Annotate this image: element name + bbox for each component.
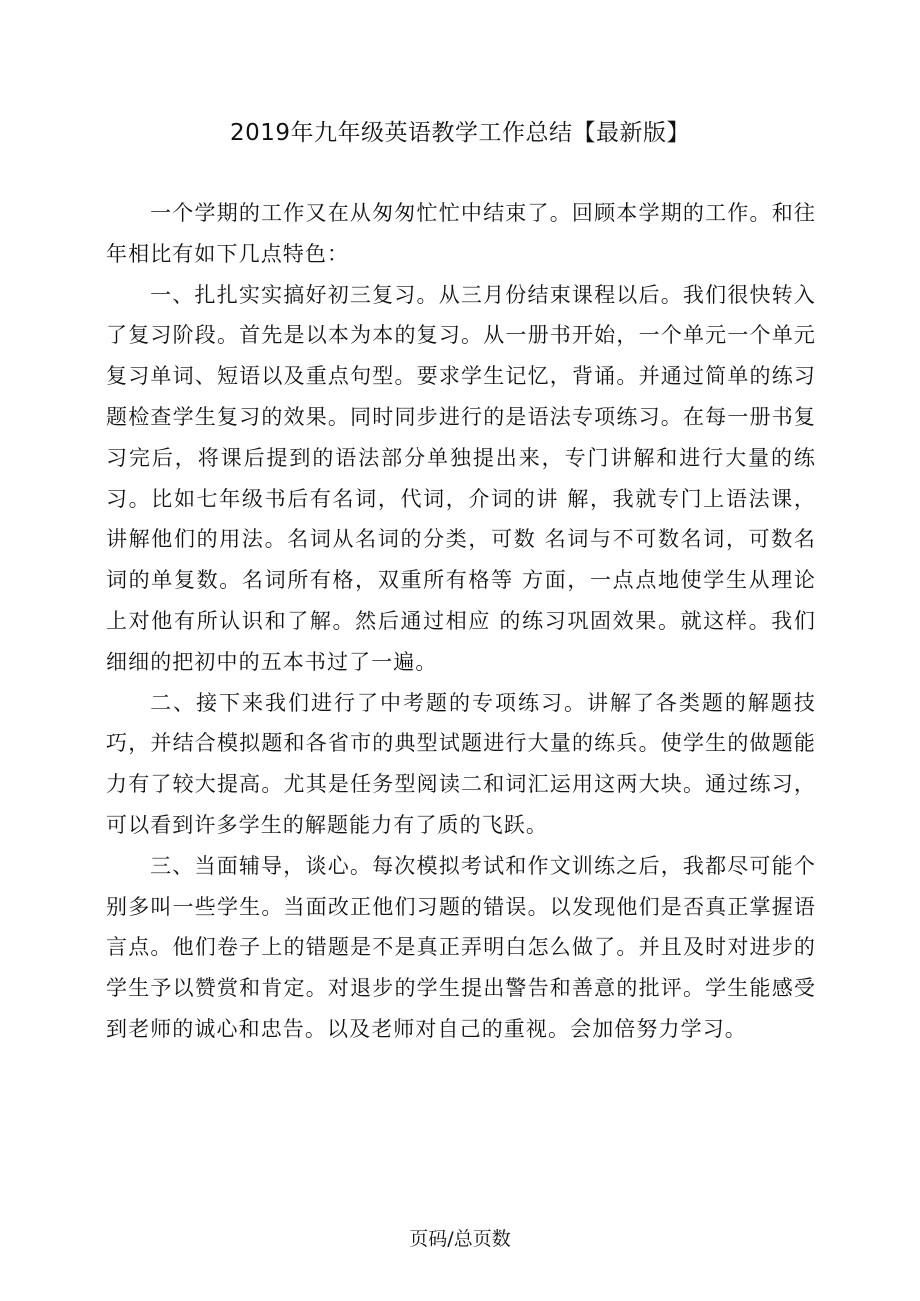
document-title: 2019年九年级英语教学工作总结【最新版】 [229, 120, 691, 146]
page-footer: 页码/总页数 [409, 1228, 511, 1250]
paragraph-section-1: 一、扎扎实实搞好初三复习。从三月份结束课程以后。我们很快转入了复习阶段。首先是以本为本的复习。从一册书开始，一个单元一个单元复习单词、短语以及重点句型。要求学生记忆，背诵。并通过简单的练习题检查学生复习的效果。同时同步进行的是语法专项练习。在每一册书复习完后，将课后提到的语法部分单独提出来，专门讲解和进行大量的练习。比如七年级书后有名词，代词，介词的讲 解，我就专门上语法课，讲解他们的用法。名词从名词的分类，可数 名词与不可数名词，可数名词的单复数。名词所有格，双重所有格等 方面，一点点地使学生从理论上对他有所认识和了解。然后通过相应 的练习巩固效果。就这样。我们细细的把初中的五本书过了一遍。 [106, 282, 816, 674]
paragraph-intro: 一个学期的工作又在从匆匆忙忙中结束了。回顾本学期的工作。和往年相比有如下几点特色： [106, 201, 816, 266]
document-body [106, 193, 816, 1050]
paragraph-section-3: 三、当面辅导，谈心。每次模拟考试和作文训练之后，我都尽可能个别多叫一些学生。当面改正他们习题的错误。以发现他们是否真正掌握语言点。他们卷子上的错题是不是真正弄明白怎么做了。并且及时对进步的学生予以赞赏和肯定。对退步的学生提出警告和善意的批评。学生能感受到老师的诚心和忠告。以及老师对自己的重视。会加倍努力学习。 [106, 853, 816, 1041]
paragraph-section-2: 二、接下来我们进行了中考题的专项练习。讲解了各类题的解题技巧，并结合模拟题和各省市的典型试题进行大量的练兵。使学生的做题能力有了较大提高。尤其是任务型阅读二和词汇运用这两大块。通过练习，可以看到许多学生的解题能力有了质的飞跃。 [106, 690, 816, 837]
